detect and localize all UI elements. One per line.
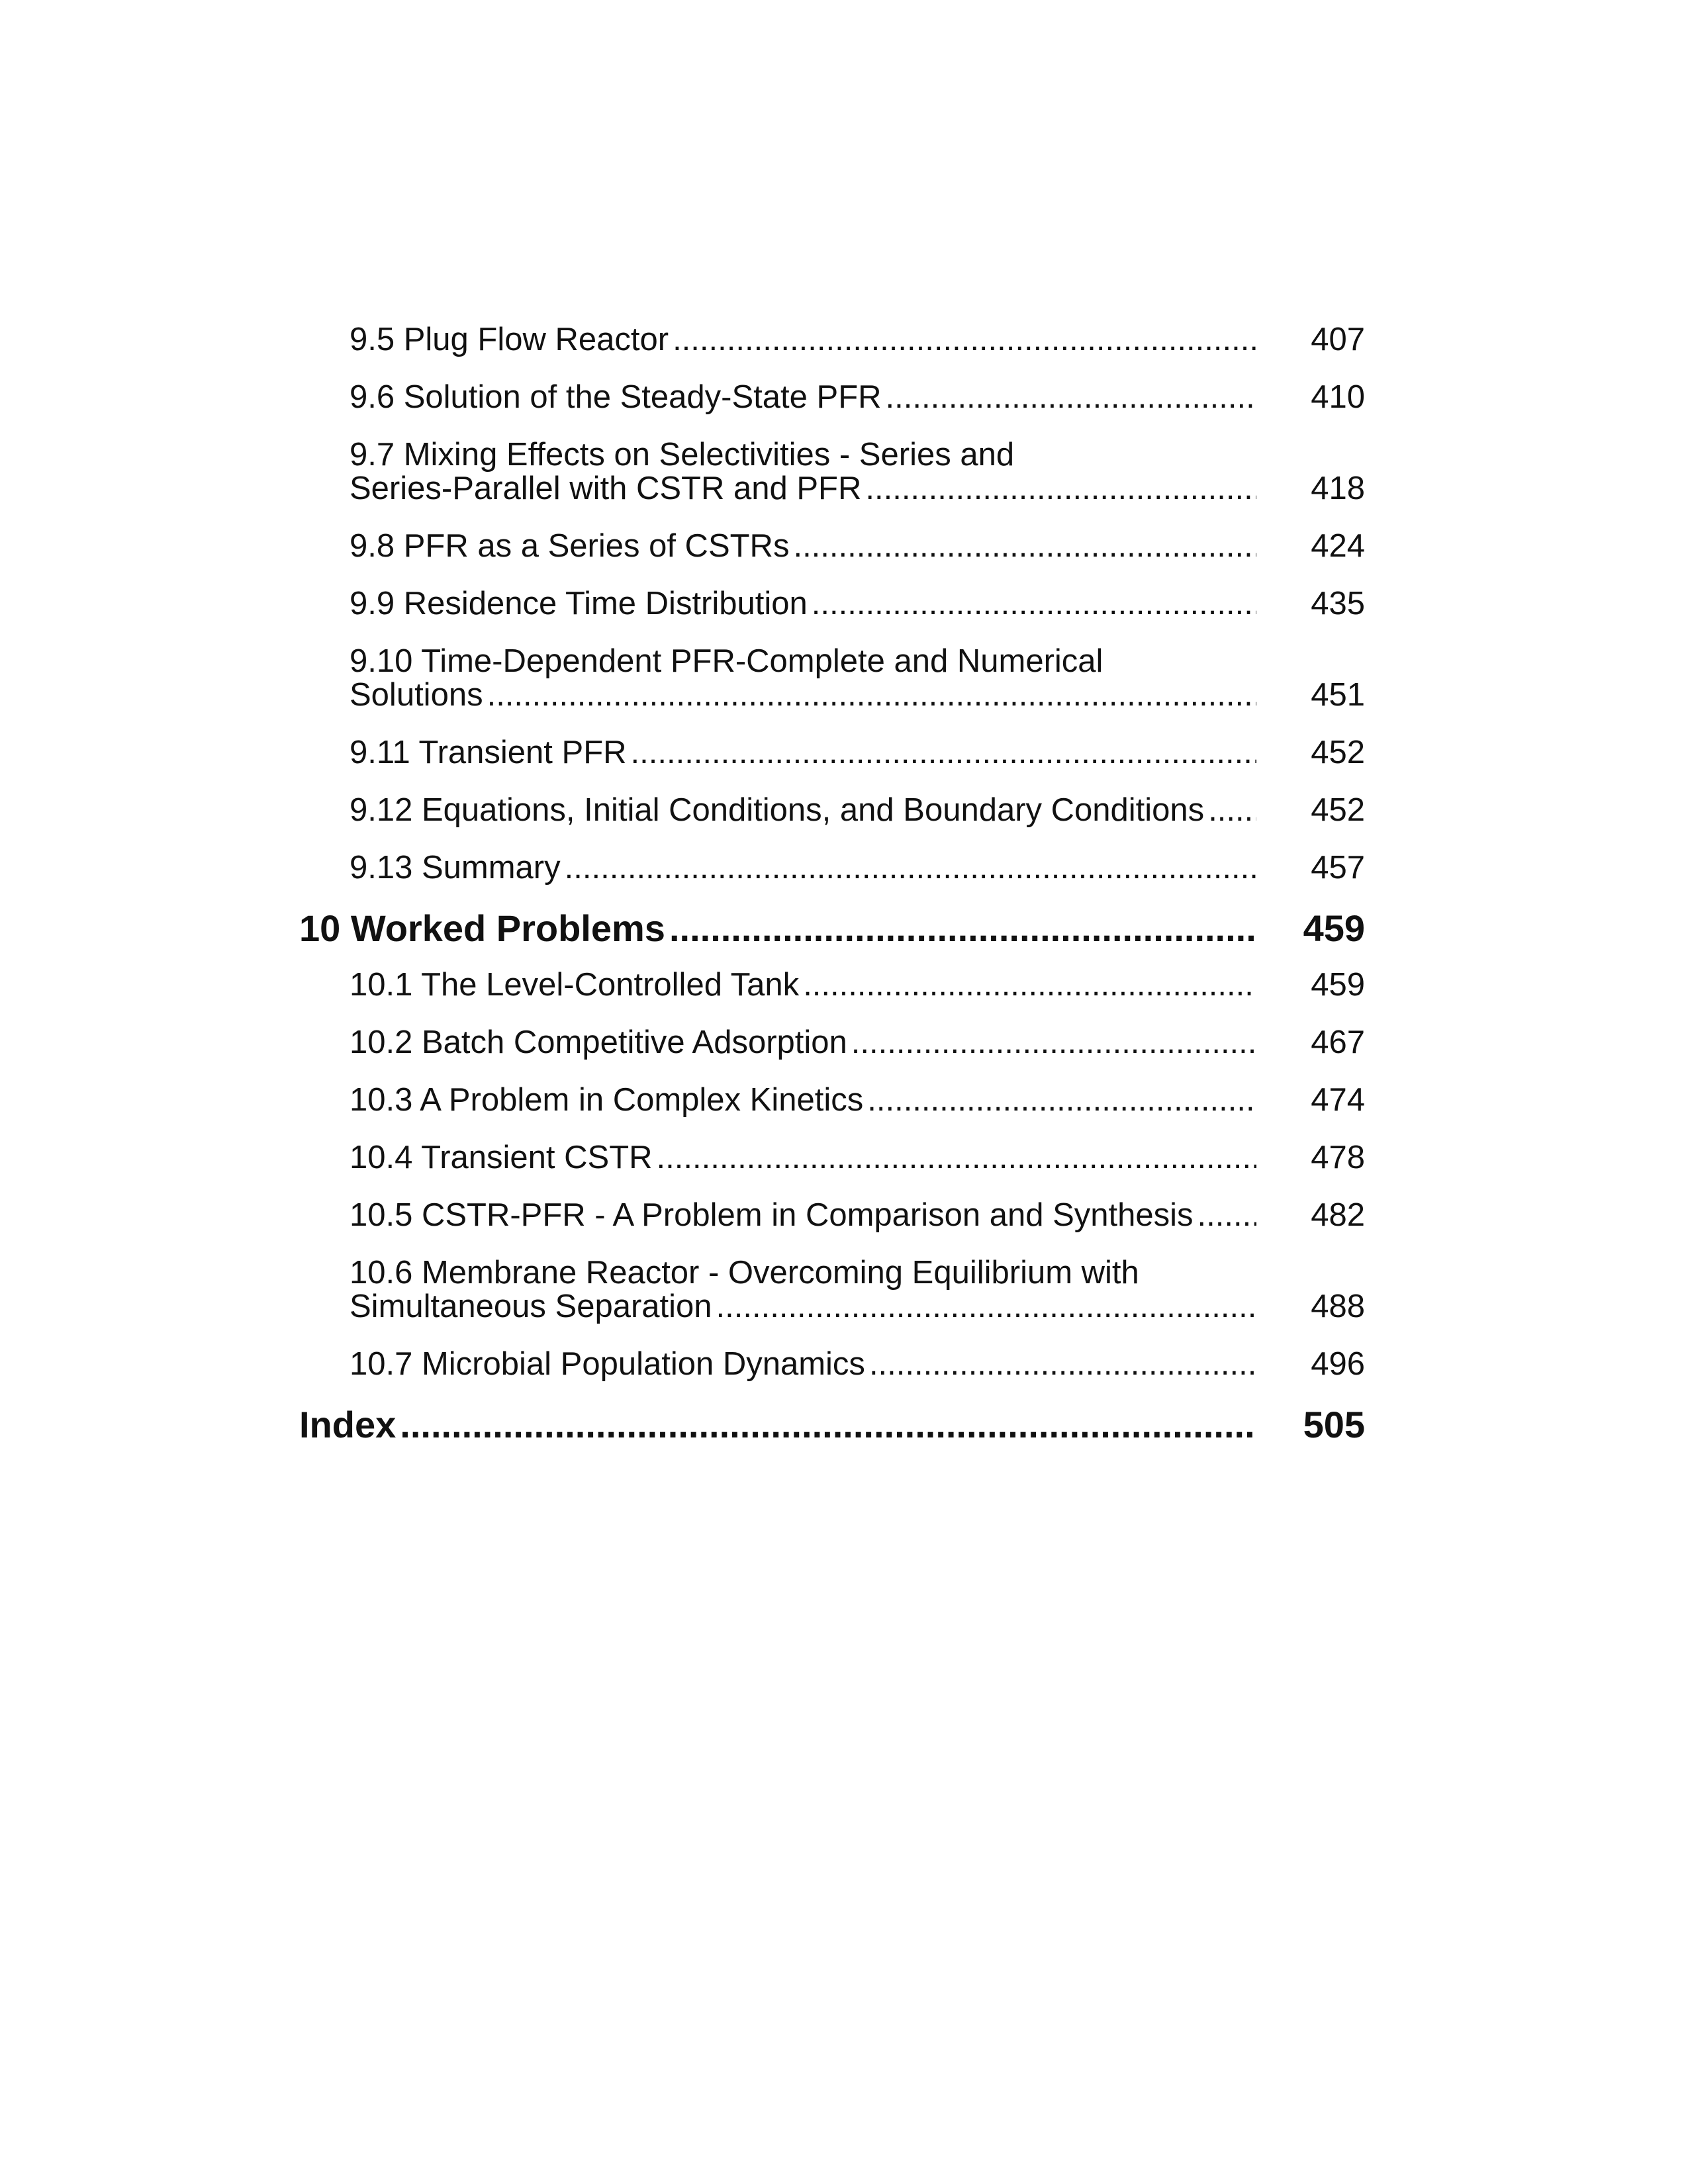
- toc-entry-title: 9.6 Solution of the Steady-State PFR: [350, 379, 882, 415]
- toc-page-number: 435: [1311, 586, 1365, 621]
- toc-entry-title: 9.12 Equations, Initial Conditions, and Boundary Conditions: [350, 792, 1205, 828]
- toc-entry-title-line1: 9.7 Mixing Effects on Selectivities - Series and: [350, 437, 1015, 473]
- toc-page-number: 418: [1311, 471, 1365, 506]
- dot-leader: [865, 472, 1256, 506]
- dot-leader: [1208, 794, 1256, 827]
- toc-entry-title-line1: 10.6 Membrane Reactor - Overcoming Equilibrium with: [350, 1255, 1139, 1291]
- toc-entry-title: 10.1 The Level-Controlled Tank: [350, 967, 800, 1003]
- toc-entry-9-5[interactable]: [299, 323, 1365, 357]
- toc-chapter-index[interactable]: [299, 1405, 1365, 1445]
- toc-entry-10-1[interactable]: [299, 968, 1365, 1002]
- dot-leader: [565, 851, 1256, 885]
- toc-entry-title-line1: 9.10 Time-Dependent PFR-Complete and Numerical: [350, 643, 1103, 679]
- toc-page-number: 452: [1311, 735, 1365, 770]
- dot-leader: [869, 1347, 1256, 1381]
- toc-page-number: 474: [1311, 1082, 1365, 1118]
- toc-entry-10-3[interactable]: [299, 1083, 1365, 1117]
- toc-page-number: 410: [1311, 379, 1365, 415]
- toc-page-number: 452: [1311, 792, 1365, 828]
- toc-entry-title: 10.4 Transient CSTR: [350, 1140, 653, 1175]
- toc-entry-9-11[interactable]: [299, 736, 1365, 770]
- toc-page-number: 424: [1311, 528, 1365, 564]
- toc-entry-title: Solutions: [350, 677, 483, 713]
- toc-page-number: 459: [1311, 967, 1365, 1003]
- toc-entry-10-6[interactable]: [299, 1256, 1365, 1324]
- toc-entry-9-10[interactable]: [299, 645, 1365, 712]
- toc-entry-title: 9.5 Plug Flow Reactor: [350, 322, 669, 357]
- toc-page-number: 496: [1311, 1346, 1365, 1382]
- dot-leader: [631, 736, 1256, 770]
- dot-leader: [1197, 1199, 1256, 1232]
- dot-leader: [716, 1290, 1256, 1324]
- toc-entry-title: 10.2 Batch Competitive Adsorption: [350, 1024, 847, 1060]
- toc-entry-10-4[interactable]: [299, 1141, 1365, 1175]
- toc-page-number: 488: [1311, 1289, 1365, 1324]
- dot-leader: [673, 323, 1256, 357]
- toc-entry-9-9[interactable]: [299, 587, 1365, 621]
- dot-leader: [812, 587, 1256, 621]
- toc-entry-title: 9.13 Summary: [350, 850, 561, 886]
- toc-page-number: 505: [1303, 1404, 1365, 1445]
- toc-entry-title: Series-Parallel with CSTR and PFR: [350, 471, 862, 506]
- toc-entry-title: 10.3 A Problem in Complex Kinetics: [350, 1082, 864, 1118]
- dot-leader: [803, 968, 1256, 1002]
- toc-entry-title: 9.9 Residence Time Distribution: [350, 586, 808, 621]
- toc-entry-9-6[interactable]: [299, 381, 1365, 414]
- toc-entry-9-8[interactable]: [299, 529, 1365, 563]
- toc-chapter-title: 10 Worked Problems: [299, 907, 665, 949]
- toc-page-number: 482: [1311, 1197, 1365, 1233]
- toc-page-number: 478: [1311, 1140, 1365, 1175]
- toc-entry-10-7[interactable]: [299, 1347, 1365, 1381]
- toc-entry-title: 10.7 Microbial Population Dynamics: [350, 1346, 865, 1382]
- dot-leader: [669, 909, 1256, 948]
- dot-leader: [867, 1083, 1256, 1117]
- toc-page-number: 457: [1311, 850, 1365, 886]
- toc-chapter-10[interactable]: [299, 909, 1365, 948]
- toc-entry-9-13[interactable]: [299, 851, 1365, 885]
- dot-leader: [851, 1026, 1256, 1060]
- toc-entry-title: 9.8 PFR as a Series of CSTRs: [350, 528, 790, 564]
- table-of-contents: [299, 323, 1365, 1465]
- toc-entry-10-2[interactable]: [299, 1026, 1365, 1060]
- toc-entry-title: Simultaneous Separation: [350, 1289, 712, 1324]
- toc-page-number: 459: [1303, 907, 1365, 949]
- toc-entry-title: 10.5 CSTR-PFR - A Problem in Comparison and Synthesis: [350, 1197, 1194, 1233]
- dot-leader: [487, 678, 1256, 712]
- toc-entry-title: 9.11 Transient PFR: [350, 735, 627, 770]
- toc-page-number: 467: [1311, 1024, 1365, 1060]
- toc-entry-9-7[interactable]: [299, 438, 1365, 506]
- toc-entry-10-5[interactable]: [299, 1199, 1365, 1232]
- toc-page-number: 451: [1311, 677, 1365, 713]
- toc-page-number: 407: [1311, 322, 1365, 357]
- dot-leader: [400, 1405, 1256, 1445]
- dot-leader: [886, 381, 1256, 414]
- dot-leader: [657, 1141, 1256, 1175]
- dot-leader: [793, 529, 1256, 563]
- toc-entry-9-12[interactable]: [299, 794, 1365, 827]
- toc-chapter-title: Index: [299, 1404, 397, 1445]
